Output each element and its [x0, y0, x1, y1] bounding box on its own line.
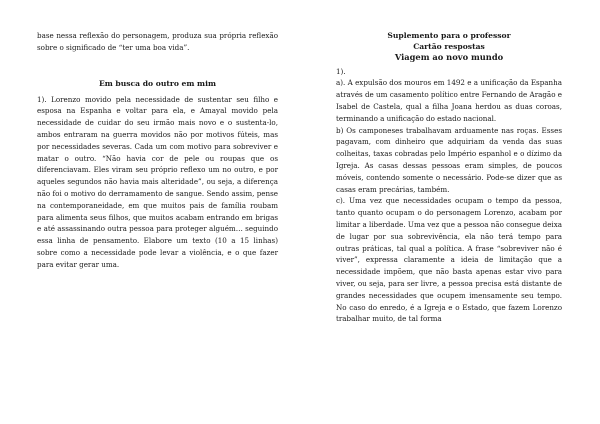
previous-text-continuation: base nessa reflexão do personagem, produza sua própria reflexão sobre o significado de “ter uma boa vida”.	[37, 31, 278, 52]
header-answer-card: Cartão respostas	[413, 42, 485, 52]
right-page	[300, 0, 600, 424]
answer-c: c). Uma vez que necessidades ocupam o tempo da pessoa, tanto quanto ocupam o do personagem Lorenzo, acabam por limitar a liberdade. Uma vez que a pessoa não consegue deixa de lugar por sua sobrevivência, ela não terá tempo para outras práticas, tal qual a política. A frase “sobreviver não é viver”, expressa claramente a ideia de limitação que a necessidade impõem, que não basta apenas estar vivo para viver, ou seja, para ser livre, a pessoa precisa está distante de grandes necessidades que ocupem imensamente seu tempo. No caso do enredo, é a Igreja e o Estado, que fazem Lorenzo trabalhar muito, de tal forma	[336, 196, 562, 324]
answer-b: b) Os camponeses trabalhavam arduamente nas roças. Esses pagavam, com dinheiro que adquiriam da venda das suas colheitas, taxas cobradas pelo Império espanhol e o dízimo da Igreja. As casas dessas pessoas eram simples, de poucos móveis, contendo somente o necessário. Pode-se dizer que as casas eram precárias, também.	[336, 125, 562, 194]
answers-header	[336, 30, 562, 64]
header-supplement: Suplemento para o professor	[387, 31, 511, 40]
answer-number: 1).	[336, 66, 346, 76]
header-book-title: Viagem ao novo mundo	[394, 52, 504, 63]
question-paragraph: 1). Lorenzo movido pela necessidade de sustentar seu filho e esposa na Espanha e voltar para ela, e Amayal movido pela necessidade de cuidar do seu irmão mais novo e o sustenta-lo, ambos entraram na guerra movidos não por motivos fúteis, mas por necessidades severas. Cada um com motivo para sobreviver e matar o outro. “Não havia cor de pele ou roupas que os diferenciavam. Eles viram seu próprio reflexo um no outro, e por aqueles segundos não havia mais alteridade”, ou seja, a diferença não foi o motivo do derramamento de sangue. Sendo assim, pense na contemporaneidade, em que muitos pais de família roubam para alimenta seus filhos, que muitos acabam entrando em brigas e até assassinando outra pessoa para proteger alguém… seguindo essa linha de pensamento. Elabore um texto (10 a 15 linhas) sobre como a necessidade pode levar a violência, e o que fazer para evitar gerar uma.	[37, 94, 278, 269]
answer-a: a). A expulsão dos mouros em 1492 e a unificação da Espanha através de um casamento político entre Fernando de Aragão e Isabel de Castela, qual a filha Joana herdou as duas coroas, terminando a unificação do estado nacional.	[336, 78, 562, 123]
answers-body	[336, 66, 562, 326]
section-title: Em busca do outro em mim	[98, 78, 217, 88]
